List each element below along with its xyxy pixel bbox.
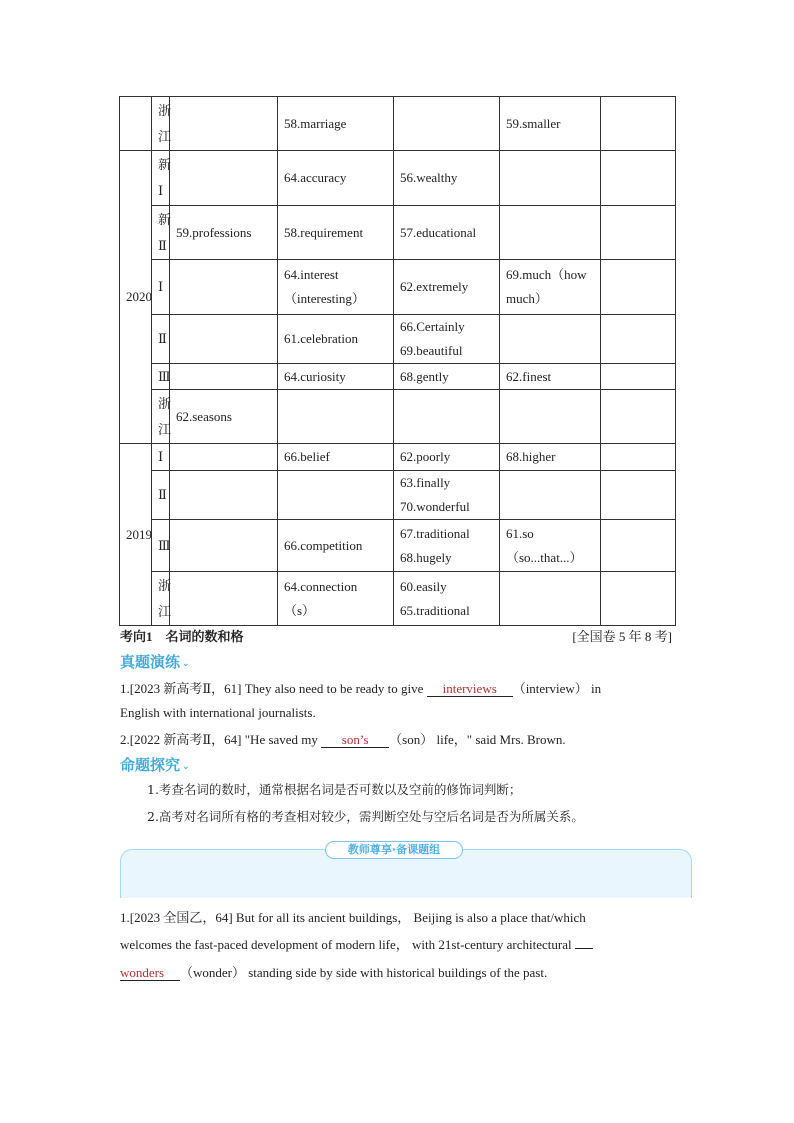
practice-question-2: 2.[2022 新高考Ⅱ，64] "He saved my son’s （son） life，" said Mrs. Brown. [120, 732, 566, 747]
teacher-tab-label: 教师尊享·备课题组 [325, 841, 463, 859]
table-cell: 61.celebration [278, 315, 394, 364]
table-row [120, 364, 676, 390]
table-row [120, 471, 676, 520]
chevron-down-icon: ⌄ [182, 659, 190, 669]
table-cell: 62.seasons [170, 390, 278, 444]
table-cell: 57.educational [394, 206, 500, 260]
answer-blank: son’s [321, 732, 389, 748]
table-cell: 67.traditional 68.hugely [394, 520, 500, 572]
table-cell: 61.so （so...that...） [500, 520, 601, 572]
answer-blank: wonders [120, 965, 180, 981]
table-row [120, 97, 676, 151]
table-row [120, 572, 676, 626]
exam-frequency: [全国卷 5 年 8 考] [572, 629, 672, 644]
table-row [120, 390, 676, 444]
table-cell: 64.interest （interesting） [278, 260, 394, 315]
practice-question-1: 1.[2023 新高考Ⅱ，61] They also need to be ready to give interviews （interview） in [120, 681, 602, 696]
year-label: 2020 [120, 151, 152, 444]
paper-label: 浙 江 [158, 577, 172, 619]
table-cell: 58.requirement [278, 206, 394, 260]
table-cell: 59.professions [170, 206, 278, 260]
table-cell: 56.wealthy [394, 151, 500, 206]
answer-blank: interviews [427, 681, 513, 697]
explore-point-1: 1.考查名词的数时，通常根据名词是否可数以及空前的修饰词判断； [147, 782, 522, 797]
paper-label: Ⅲ [152, 364, 170, 390]
table-cell: 68.higher [500, 444, 601, 471]
section-title: 考向1 名词的数和格 [120, 629, 244, 644]
explore-point-2: 2.高考对名词所有格的考查相对较少，需判断空处与空后名词是否为所属关系。 [147, 809, 584, 824]
paper-label: 浙 江 [158, 102, 172, 144]
section-header [120, 626, 672, 644]
table-row [120, 315, 676, 364]
paper-label: 浙 江 [158, 395, 172, 437]
table-cell: 63.finally 70.wonderful [394, 471, 500, 520]
table-cell: 68.gently [394, 364, 500, 390]
teacher-question-1-cont: welcomes the fast-paced development of modern life， with 21st-century architectural [120, 934, 593, 953]
paper-label: Ⅰ [152, 444, 170, 471]
teacher-question-1-cont2: wonders （wonder） standing side by side with historical buildings of the past. [120, 965, 548, 980]
explore-heading: 命题探究 ⌄ [120, 756, 190, 774]
year-label: 2019 [120, 444, 152, 626]
table-cell: 62.extremely [394, 260, 500, 315]
teacher-question-1: 1.[2023 全国乙，64] But for all its ancient buildings， Beijing is also a place that/which [120, 910, 586, 925]
chevron-down-icon: ⌄ [182, 762, 190, 772]
table-cell: 66.belief [278, 444, 394, 471]
paper-label: 新 Ⅱ [158, 211, 172, 253]
table-row [120, 206, 676, 260]
table-cell: 59.smaller [500, 97, 601, 151]
answer-blank-start [575, 948, 593, 949]
table-row [120, 444, 676, 471]
answer-table [119, 96, 676, 626]
table-row [120, 260, 676, 315]
table-cell: 62.poorly [394, 444, 500, 471]
practice-heading: 真题演练 ⌄ [120, 653, 190, 671]
table-row [120, 151, 676, 206]
table-cell: 69.much（how much） [500, 260, 601, 315]
table-cell: 66.competition [278, 520, 394, 572]
table-cell: 66.Certainly 69.beautiful [394, 315, 500, 364]
practice-question-1-cont: English with international journalists. [120, 705, 316, 720]
paper-label: Ⅲ [152, 520, 170, 572]
paper-label: Ⅱ [152, 315, 170, 364]
table-cell: 64.curiosity [278, 364, 394, 390]
paper-label: Ⅰ [152, 260, 170, 315]
table-row [120, 520, 676, 572]
paper-label: 新 Ⅰ [158, 157, 172, 198]
paper-label: Ⅱ [152, 471, 170, 520]
table-cell: 64.accuracy [278, 151, 394, 206]
table-cell: 64.connection （s） [278, 572, 394, 626]
table-cell: 58.marriage [278, 97, 394, 151]
table-cell: 62.finest [500, 364, 601, 390]
table-cell: 60.easily 65.traditional [394, 572, 500, 626]
